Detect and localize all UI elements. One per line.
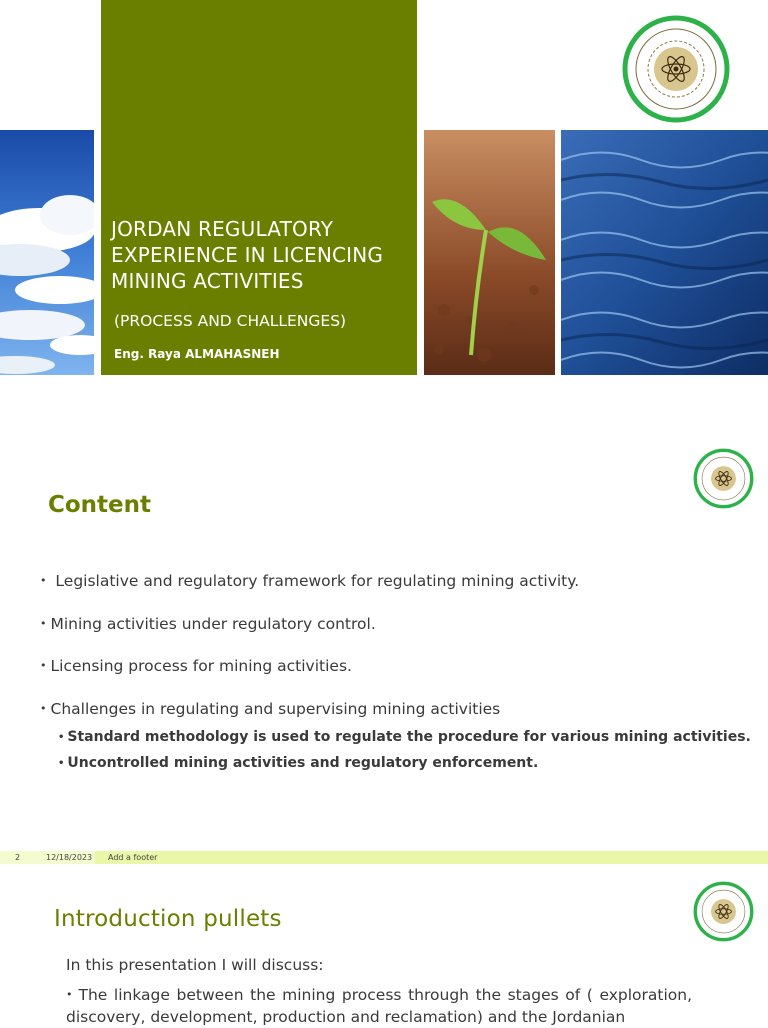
water-waves-image	[561, 130, 768, 375]
seedling-soil-image	[424, 130, 555, 375]
list-item: • Challenges in regulating and supervising mining activities	[40, 700, 501, 718]
list-item: • Legislative and regulatory framework for regulating mining activity.	[40, 572, 580, 590]
footer-date: 12/18/2023	[46, 853, 93, 862]
list-item: • Mining activities under regulatory control.	[40, 615, 376, 633]
slide-footer	[0, 851, 768, 864]
author-name: Eng. Raya ALMAHASNEH	[114, 347, 280, 361]
list-item: • Licensing process for mining activities.	[40, 657, 352, 675]
slide-subtitle: (PROCESS AND CHALLENGES)	[114, 312, 347, 330]
list-item: • Uncontrolled mining activities and regulatory enforcement.	[58, 755, 539, 771]
emrc-seal-logo-icon	[622, 15, 730, 127]
emrc-seal-logo-icon	[693, 448, 754, 513]
footer-text: Add a footer	[108, 853, 158, 862]
page-number: 2	[15, 853, 21, 862]
introduction-heading: Introduction pullets	[54, 906, 282, 932]
list-item: • Standard methodology is used to regulate the procedure for various mining activities.	[58, 729, 751, 745]
content-heading: Content	[48, 492, 152, 518]
emrc-seal-logo-icon	[693, 881, 754, 946]
sky-clouds-image	[0, 130, 94, 375]
list-item: • The linkage between the mining process through the stages of ( exploration, discovery, development, production and reclamation) and the Jordanian	[66, 986, 692, 1026]
intro-text: In this presentation I will discuss:	[66, 956, 324, 974]
slide-title: JORDAN REGULATORY EXPERIENCE IN LICENCING MINING ACTIVITIES	[111, 217, 384, 293]
